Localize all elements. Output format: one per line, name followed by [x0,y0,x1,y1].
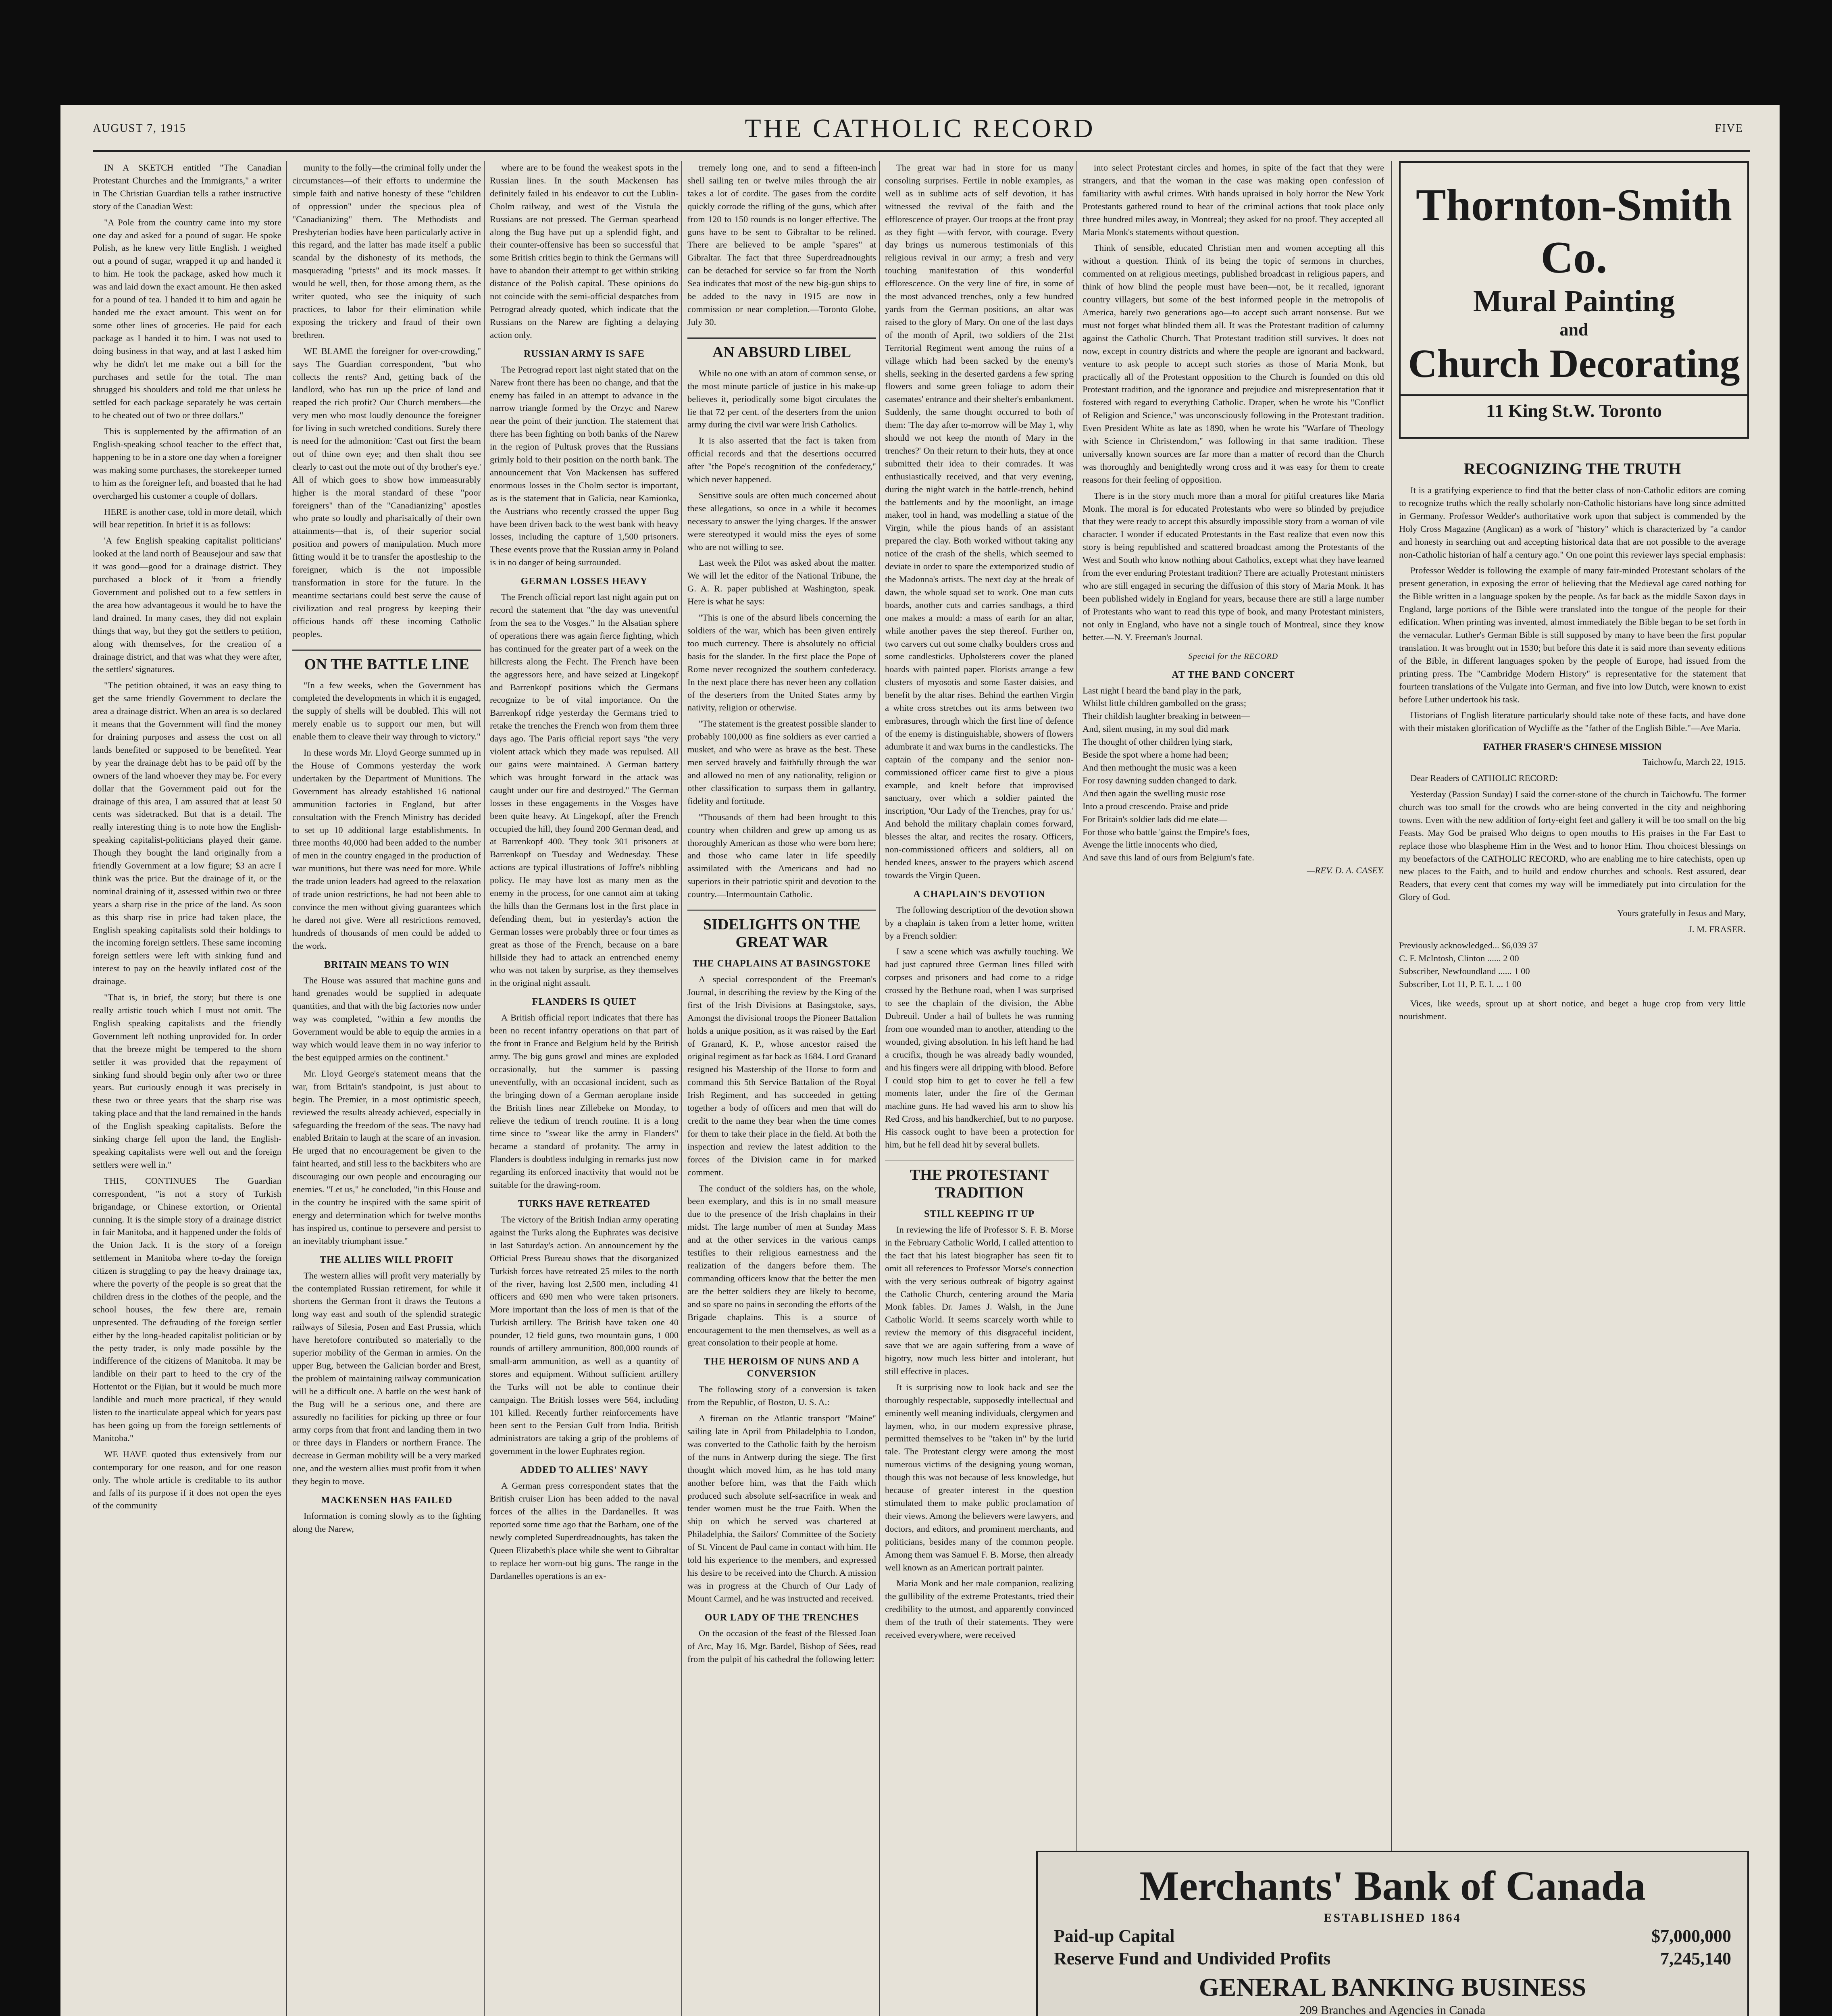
poem-line: Last night I heard the band play in the park, [1083,685,1241,696]
paragraph: "In a few weeks, when the Government has completed the developments in which it is engaged, the supply of shells will be doubled. This will not merely enable us to support our men, but will enable them to cleave their way through to victory." [292,680,481,742]
donation-list [1399,939,1746,991]
column-1 [93,161,281,2016]
ad-service-2: Church Decorating [1408,341,1740,386]
paragraph: "Thousands of them had been brought to this country when children and grew up among us as thoroughly American as those who were born here; and those who came later in life speedily assimilated with the Americans and had no superiors in their patriotic spirit and devotion to the country.—Intermountain Catholic. [687,812,876,900]
poem-line: Avenge the little innocents who died, [1083,839,1218,850]
paragraph: The victory of the British Indian army operating against the Turks along the Euphrates was decisive in last Saturday's action. An announcement by the Official Press Bureau shows that the disorganized Turkish forces have retreated 25 miles to the north of the river, having lost 2,500 men, including 41 officers and 690 men who were taken prisoners. More important than the loss of men is that of the Turkish artillery. The British have taken one 40 pounder, 12 field guns, two mountain guns, 1 000 rounds of artillery ammunition, 800,000 rounds of small-arm ammunition, as well as a quantity of stores and equipment. Without sufficient artillery the Turks will not be able to continue their campaign. The British losses were 564, including 101 killed. Recently further reinforcements have been sent to the Persian Gulf from India. British administrators are taking a grip of the problems of government in the lower Euphrates region. [490,1214,679,1456]
subhead-britain: BRITAIN MEANS TO WIN [324,959,449,970]
column-2 [292,161,481,2016]
paragraph: The Petrograd report last night stated that on the Narew front there has been no change, and that the enemy has failed in an attempt to advance in the narrow triangle formed by the Orzyc and Narew near the point of their junction. The statement that there has been fighting on both banks of the Narew in the region of Pultusk proves that the Russians grimly hold to their position on the north bank. The announcement that Von Mackensen has suffered enormous losses in the Cholm sector is important, as is the statement that in Galicia, near Kamionka, the Austrians who recently crossed the upper Bug have been driven back to the west bank with heavy losses, including the capture of 1,500 prisoners. These events prove that the Russian army in Poland is in no danger of being surrounded. [490,364,679,568]
subhead-german-losses: GERMAN LOSSES HEAVY [520,576,648,587]
paragraph: "That is, in brief, the story; but there is one really artistic touch which I must not omit. The English speaking capitalists and the friendly Government left nothing unprovided for. In order that the breeze might be tempered to the shorn settler it was provided that the repayment of sinking fund should begin only after two or three years. But curiously enough it was precisely in these two or three years that the sharp rise was taking place and that the land remained in the hands of the English speaking capitalists. Before the sinking charge fell upon the land, the English-speaking capitalists were well out and the foreign settlers were well in." [93,992,281,1170]
column-divider [681,161,682,2016]
paragraph: munity to the folly—the criminal folly under the circumstances—of their efforts to undermine the simple faith and native honesty of these "children of oppression" under the specious plea of "Canadianizing" them. The Methodists and Presbyterian bodies have been particularly active in this regard, and the latter has made itself a public scandal by the dishonesty of its methods, the masquerading "priests" and its mock masses. It would be well, then, for those among them, as the writer quoted, who see the iniquity of such practices, to labor for their elimination while exposing the trickery and fraud of their own brethren. [292,162,481,340]
bank-business: GENERAL BANKING BUSINESS [1199,1973,1586,2001]
headline-fraser-mission: FATHER FRASER'S CHINESE MISSION [1483,742,1662,753]
row-value: $7,000,000 [1651,1926,1731,1946]
paragraph: "This is one of the absurd libels concerning the soldiers of the war, which has been given entirely too much currency. There is absolutely no official basis for the slander. In the first place the Pope of Rome never recognized the southern confederacy. In the next place there has never been any collation of the deserters from the United States army by nativity, religion or otherwise. [687,612,876,713]
poem [1083,684,1384,864]
paragraph: HERE is another case, told in more detail, which will bear repetition. In brief it is as follows: [93,506,281,530]
headline-protestant-tradition: THE PROTESTANT TRADITION [885,1160,1074,1202]
poem-line: And then methought the music was a keen [1083,762,1237,773]
issue-date: AUGUST 7, 1915 [93,122,187,135]
subhead-allies-navy: ADDED TO ALLIES' NAVY [520,1465,648,1476]
ad-company-name: Thornton-Smith Co. [1416,180,1732,283]
paragraph: The French official report last night again put on record the statement that "the day was uneventful from the sea to the Vosges." In the Alsatian sphere of operations there was again fierce fighting, which has continued for the greater part of a week on the hillcrests along the Fecht. The French have been the aggressors here, and have seized at Lingekopf and Barrenkopf positions which the Germans recognize to be of vital importance. On the Barrenkopf ridge yesterday the Germans tried to retake the trenches the French won from them three days ago. The Paris official report says "the very violent attack which they made was repulsed. All our gains were maintained. A German battery which was brought forward in the attack was caught under our fire and destroyed." The German losses in these engagements in the Vosges have been quite heavy. At Lingekopf, after the French occupied the hill, they found 200 German dead, and at Barrenkopf 400. They took 301 prisoners at Barrenkopf on Tuesday and Wednesday. These actions are typical illustrations of Joffre's nibbling policy. He may have lost as many men as the enemy in the process, for one cannot aim at taking the hills than the Germans lost in the first place in defending them, but in yesterday's action the German losses were probably three or four times as great as those of the French, because on a bare hillside they had to attack an entrenched enemy who was not taken by surprise, as they themselves in the original night assault. [490,592,679,988]
poem-line: And save this land of ours from Belgium's fate. [1083,852,1254,863]
column-divider [1391,161,1392,2016]
paragraph: In these words Mr. Lloyd George summed up in the House of Commons yesterday the work undertaken by the Department of Munitions. The Government has already established 16 national ammunition factories in England, but after consultation with the French Ministry has decided to set up 10 additional large establishments. In three months 40,000 had been added to the number of men in the country engaged in the production of war munitions, but there was need for more. While the trade union leaders had agreed to the relaxation of trade union restrictions, he had not been able to convince the men without giving guarantees which he dared not give. Were all restrictions removed, hundreds of thousands of men could be added to the work. [292,748,481,951]
column-3 [490,161,679,2016]
dateline: Taichowfu, March 22, 1915. [1643,757,1746,767]
newspaper-page [60,105,1780,2016]
row-label: Reserve Fund and Undivided Profits [1054,1949,1331,1968]
poem-line: The thought of other children lying stark, [1083,737,1232,747]
subhead-allies: THE ALLIES WILL PROFIT [320,1254,454,1265]
paragraph: "The petition obtained, it was an easy thing to get the same friendly Government to declare the area a drainage district. When an area is so declared it means that the Government will find the money for draining purposes and assess the cost on all lands benefited or supposed to be benefited. Year by year the drainage debt has to be paid off by the owners of the land whoever they may be. For every dollar that the Government paid out for the drainage of this area, I am assured that at least 50 cents was sidetracked. But that is a detail. The really interesting thing is to note how the English-speaking capitalist-politicians played their game. Though they bought the land originally from a friendly Government at a low figure; $3 an acre I think was the price. But the drainage of it, or the nominal draining of it, assessed within two or three years a sharp rise in the price of the land. As soon as this sharp rise in price had taken place, the English speaking capitalists sold their holdings to the incoming foreign settlers. These same incoming foreign settlers were left with sinking fund and interest to pay on the heavily inflated cost of the drainage. [93,680,281,987]
bank-established: ESTABLISHED 1864 [1324,1911,1461,1924]
paragraph: A British official report indicates that there has been no recent infantry operations on that part of the front in France and Belgium held by the British army. The big guns growl and mines are exploded occasionally, but the summer is passing uneventfully, with an occasional incident, such as the bringing down of a German aeroplane inside the British lines near Zillebeke on Monday, to relieve the tedium of trench routine. It is a long time since to "swear like the army in Flanders" became a standard of profanity. The army in Flanders is doubtless indulging in remarks just now regarding its enforced inactivity that would not be suitable for the drawing-room. [490,1012,679,1190]
paragraph: The following story of a conversion is taken from the Republic, of Boston, U. S. A.: [687,1384,876,1408]
column-divider [879,161,880,2016]
headline-absurd-libel: AN ABSURD LIBEL [687,337,876,361]
column-4 [687,161,876,2016]
paragraph: It is a gratifying experience to find that the better class of non-Catholic editors are coming to recognize truths which the really scholarly non-Catholic historians have long since admitted in Germany. Professor Wedder's authoritative work upon that subject is commended by the Holy Cross Magazine (Anglican) as a work of "history" which is characterized by "a candor and honesty in searching out and accepting historical data that are not possible to the average non-Catholic historian of half a century ago." On one point this reviewer lays special emphasis: [1399,485,1746,560]
paragraph: There is in the story much more than a moral for pitiful creatures like Maria Monk. The moral is for educated Protestants who were so blinded by prejudice that they were ready to accept this absurdly impossible story from a woman of vile character. I wonder if educated Protestants in the East realize that even now this story is being republished and scattered broadcast among the Protestants of the West and South who know nothing about Catholics, except what they have learned from the ever enduring Protestant tradition? There are actually Protestant ministers who are still engaged in securing the diffusion of this story of Maria Monk. It has been published widely in England for years, because there are still a large number of Protestants who want to read this type of book, and many Protestant ministers, not only in England, who have not a single touch of Montreal, since they know better.—N. Y. Freeman's Journal. [1083,490,1384,642]
column-divider [1076,161,1077,2016]
poem-line: Into a proud crescendo. Praise and pride [1083,801,1228,811]
subhead-still-keeping: STILL KEEPING IT UP [924,1208,1035,1219]
poem-signature: —REV. D. A. CASEY. [1307,865,1384,876]
poem-line: Their childish laughter breaking in between— [1083,711,1250,721]
paragraph: Professor Wedder is following the example of many fair-minded Protestant scholars of the present generation, in exposing the error of believing that the Medieval age cared nothing for the Bible written in a language spoken by the people. As far back as the middle Saxon days in England, large portions of the Bible were translated into the tongue of the people for their edification. When printing was invented, almost immediately the Bible began to be set forth in the vernacular. Luther's German Bible is still supposed by many to have been the first popular translation. It was brought out in 1530; but before this date it is said more than seventy editions of the Bible, in different languages spoken by the people of Europe, had issued from the printing press. The "Cambridge Modern History" is representative for the statement that fourteen translations of the Vulgate into German, and five into low Dutch, were known to exist before Luther undertook his task. [1399,565,1746,704]
subhead-our-lady: OUR LADY OF THE TRENCHES [704,1612,859,1623]
page-number: FIVE [1715,122,1743,135]
paragraph: WE BLAME the foreigner for over-crowding," says The Guardian correspondent, "but who collects the rents? And, getting back of the landlord, who has run up the price of land and reaped the rich profit? Our Church members—the very men who most loudly denounce the foreigner for living in such wretched conditions. Surely there is need for the admonition: 'Cast out first the beam out of thine own eye; and then shalt thou see clearly to cast out the mote out of thy brother's eye.' All of which goes to show how immeasurably higher is the moral standard of these "poor foreigners" than of the "Canadianizing" apostles who prate so loudly and pharisaically of their own attainments—that is, of their superior social position and powers of manipulation. Much more fitting would it be to transfer the apostleship to the foreigner, which is the not impossible transformation in store for the future. In the meantime sectarians could best serve the cause of civilization and real progress by keeping their officious hands off these incoming Catholic peoples. [292,346,481,639]
column-7 [1399,452,1746,1847]
capital-row [1038,1925,1747,1947]
headline-recognizing-truth: RECOGNIZING THE TRUTH [1464,460,1681,478]
poem-line: For rosy dawning sudden changed to dark. [1083,775,1237,785]
paragraph: tremely long one, and to send a fifteen-inch shell sailing ten or twelve miles through the air takes a lot of cordite. The gases from the cordite quickly corrode the rifling of the guns, which after from 120 to 150 rounds is no longer effective. The guns have to be sent to Gibraltar to be relined. There are believed to be ample "spares" at Gibraltar. The fact that three Superdreadnoughts can be detached for service so far from the North Sea indicates that most of the new big-gun ships to be added to the navy in 1915 are now in commission or near completion.—Toronto Globe, July 30. [687,162,876,327]
poem-line: And then again the swelling music rose [1083,788,1226,798]
paragraph: into select Protestant circles and homes, in spite of the fact that they were strangers, and that the woman in the case was making open confession of familiarity with awful crimes. With hands upraised in holy horror the New York Protestants gathered round to hear of the criminal actions that took place only three hundred miles away, in Montreal; they asked for no proof. They accepted all Maria Monk's statements without question. [1083,162,1384,237]
paragraph: Yours gratefully in Jesus and Mary, [1617,908,1746,918]
paragraph: Last week the Pilot was asked about the matter. We will let the editor of the National Tribune, the G. A. R. paper published at Washington, speak. Here is what he says: [687,558,876,607]
column-divider [484,161,485,2016]
paragraph: On the occasion of the feast of the Blessed Joan of Arc, May 16, Mgr. Bardel, Bishop of Sées, read from the pulpit of his cathedral the following letter: [687,1628,876,1664]
poem-title: AT THE BAND CONCERT [1172,669,1295,680]
paragraph: "The statement is the greatest possible slander to probably 100,000 as fine soldiers as ever carried a musket, and who were as brave as the best. These men served bravely and faithfully through the war and allowed no men of any nationality, religion or other classification to surpass them in gallantry, fidelity and fortitude. [687,719,876,806]
subhead-turks: TURKS HAVE RETREATED [518,1198,651,1209]
headline-sidelights: SIDELIGHTS ON THE GREAT WAR [687,910,876,951]
list-item: C. F. McIntosh, Clinton ...... 2 00 [1399,953,1519,963]
paragraph: THIS, CONTINUES The Guardian correspondent, "is not a story of Turkish brigandage, or Chinese extortion, or Oriental cunning. It is the simple story of a drainage district in fair Manitoba, and it happened under the folds of the Union Jack. It is the story of a foreign settlement in Manitoba where to-day the foreign citizen is struggling to pay the heavy drainage tax, where the poverty of the people is so great that the children dress in the clothes of the people, and the school houses, the few there are, remain unpresented. The defrauding of the foreign settler either by the long-headed capitalist politician or by the petty trader, is only made possible by the indifference of the citizens of Manitoba. It may be landible on their part to heed to the cry of the Hottentot or the Fijian, but it would be much more landible and much more practical, if they would listen to the inarticulate appeal which for years past has been going up from the foreign settlements of Manitoba." [93,1175,281,1443]
paragraph: The western allies will profit very materially by the contemplated Russian retirement, for while it shortens the German front it draws the Teutons a long way east and south of the splendid strategic railways of Silesia, Posen and East Prussia, which have heretofore contributed so materially to the superior mobility of the German in armies. On the upper Bug, between the Galician border and Brest, the problem of maintaining railway communication will be a difficult one. A battle on the west bank of the Bug will be a serious one, and there are assuredly no facilities for picking up three or four army corps from that front and landing them in two or three days in Flanders or northern France. The decrease in German mobility will be a very marked one, and the western allies must profit from it when they begin to move. [292,1270,481,1487]
paragraph: The conduct of the soldiers has, on the whole, been exemplary, and this is in no small measure due to the presence of the Irish chaplains in their midst. The large number of men at Sunday Mass and at the other services in the various camps testifies to their religious earnestness and the realization of the dangers before them. The commanding officers know that the better the men are the better soldiers they are likely to become, and so spare no pains in seconding the efforts of the Brigade chaplains. This is a source of encouragement to the men themselves, as well as a great consolation to their people at home. [687,1183,876,1348]
poem-line: And, silent musing, in my soul did mark [1083,724,1229,734]
paragraph: The following description of the devotion shown by a chaplain is taken from a letter home, written by a French soldier: [885,904,1074,941]
row-label: Paid-up Capital [1054,1926,1175,1946]
paragraph: Sensitive souls are often much concerned about these allegations, so once in a while it becomes necessary to answer the lying charges. If the answer were stereotyped it would miss the eyes of some who are not willing to see. [687,490,876,552]
list-item: Subscriber, Lot 11, P. E. I. ... 1 00 [1399,979,1522,989]
header-rule [93,150,1750,152]
paragraph: It is surprising now to look back and see the thoroughly respectable, supposedly intellectual and eminently well meaning individuals, clergymen and laymen, who, in our modern expressive phrase, permitted themselves to be "taken in" by the lurid tale. The Protestant clergy were among the most numerous victims of the designing young woman, though this was not because of less knowledge, but because of greater interest in the question stimulated them to make public proclamation of their views. Among the believers were lawyers, and doctors, and editors, and prominent merchants, and politicians, besides many of the common people. Among them was Samuel F. B. Morse, then already well known as an American portrait painter. [885,1382,1074,1572]
paragraph: Information is coming slowly as to the fighting along the Narew, [292,1511,481,1534]
paragraph: A special correspondent of the Freeman's Journal, in describing the review by the King of the first of the Irish Divisions at Basingstoke, says, Amongst the divisional troops the Pioneer Battalion holds a unique position, as it was raised by the Earl of Granard, K. P., whose ancestor raised the original regiment as far back as 1684. Lord Granard resigned his Mastership of the Horse to form and command this 5th Service Battalion of the Royal Irish Regiment, and has succeeded in getting together a body of officers and men that will do credit to the name they bear when the time comes for them to take their place in the field. At both the inspection and review the latest addition to the forces of the Division came in for marked comment. [687,974,876,1177]
paragraph: A German press correspondent states that the British cruiser Lion has been added to the naval forces of the allies in the Dardanelles. It was reported some time ago that the Barham, one of the newly completed Superdreadnoughts, has taken the Queen Elizabeth's place while she went to Gibraltar to replace her worn-out big guns. The range in the Dardanelles operations is an ex- [490,1481,679,1581]
paragraph: IN A SKETCH entitled "The Canadian Protestant Churches and the Immigrants," a writer in The Christian Guardian tells a rather instructive story of the Canadian West: [93,162,281,211]
ad-and: and [1559,320,1588,339]
paragraph: WE HAVE quoted thus extensively from our contemporary for one reason, and for one reason only. The whole article is creditable to its author and falls of its purpose if it does not open the eyes of the community [93,1449,281,1511]
merchants-bank-advertisement [1036,1851,1749,2016]
paragraph: It is also asserted that the fact is taken from official records and that the desertions occurred after "the Pope's recognition of the confederacy," which never happened. [687,435,876,485]
list-item: Previously acknowledged... $6,039 37 [1399,940,1538,950]
paragraph: Yesterday (Passion Sunday) I said the corner-stone of the church in Taichowfu. The former church was too small for the crowds who are being converted in the city and neighboring towns. Even with the new addition of forty-eight feet and gallery it will be too small on the big Feasts. May God be praised Who deigns to open mouths to His praises in the Far East to replace those who blaspheme Him in the West and to honor Him. Thou choicest blessings on my benefactors of the CATHOLIC RECORD, who are enabling me to hire catechists, open up new places to the Faith, and to build and endow churches and schools. Rest assured, dear Readers, that every cent that comes my way will be immediately put into circulation for the Glory of God. [1399,789,1746,902]
paragraph: This is supplemented by the affirmation of an English-speaking school teacher to the effect that, happening to be in a store one day when a foreigner was making some purchases, the storekeeper turned to him as the foreigner left, and boasted that he had overcharged his customer a couple of dollars. [93,426,281,501]
column-6 [1083,161,1384,1843]
paragraph: Mr. Lloyd George's statement means that the war, from Britain's standpoint, is just about to begin. The Premier, in a most optimistic speech, reviewed the results already achieved, especially in safeguarding the freedom of the seas. The navy had enabled Britain to laugh at the scare of an invasion. He urged that no encouragement be given to the faint hearted, and still less to the backbiters who are discouraging our own people and encouraging our enemies. "Let us," he concluded, "in this House and in the country be inspired with the same spirit of energy and determination which for twelve months has inspired us, continue to persevere and persist to an inevitably triumphant issue." [292,1068,481,1246]
poem-line: For Britain's soldier lads did me elate— [1083,814,1227,824]
row-value: 7,245,140 [1660,1949,1731,1968]
bank-branches: 209 Branches and Agencies in Canada [1299,2004,1486,2016]
reserve-row [1038,1947,1747,1970]
signature: J. M. FRASER. [1688,924,1746,935]
subhead-chaplain-devotion: A CHAPLAIN'S DEVOTION [913,889,1045,900]
subhead-chaplains: THE CHAPLAINS AT BASINGSTOKE [692,958,871,969]
column-divider [286,161,287,2016]
headline-battle-line: ON THE BATTLE LINE [292,650,481,673]
paragraph: While no one with an atom of common sense, or the most minute particle of justice in his make-up believes it, periodically some bigot circulates the lie that 72 per cent. of the deserters from the union army during the civil war were Irish Catholics. [687,368,876,430]
poem-line: Beside the spot where a home had been; [1083,750,1228,760]
paragraph: The great war had in store for us many consoling surprises. Fertile in noble examples, as well as in sublime acts of self devotion, it has witnessed the revival of the faith and the efflorescence of prayer. Our troops at the front pray as they fight —with fervor, with courage. Every day brings us numerous testimonials of this religious revival in our army; a fresh and very touching manifestation of this wonderful efflorescence. On the very line of fire, in some of the most advanced trenches, only a few hundred yards from the German positions, an altar was raised to the glory of Mary. On one of the last days of the month of April, two soldiers of the 21st Territorial Regiment went among the ruins of a village which had been sacked by the enemy's shells, seeking in the deserted gardens a few spring flowers and some green foliage to adorn their casemates' entrance and their shelter's embankment. Suddenly, the same thought occurred to both of them: 'The day after to-morrow will be May 1, why should we not keep the month of Mary in the trenches?' On their return to their huts, they at once submitted their idea to their comrades. It was enthusiastically received, and that very evening, during the night watch in the battle-trench, behind the battlements and by the moonlight, an image maker, tool in hand, was modelling a statue of the Virgin, while the pious hands of an assistant prepared the clay. Both worked without taking any notice of the crash of the shells, which seemed to deviate in order to spare the extemporized studio of the Madonna's artists. The next day at the break of dawn, the whole squad set to work. One man cuts boards, another cuts and carries sandbags, a third one makes a mould: a mass of earth for an altar, while another paves the step thereof. Further on, two carvers cut out some chalky boulders cross and some candlesticks. Upholsterers cover the planed boards with painted paper. Florists arrange a few clusters of myosotis and some Easter daisies, and benefit by the altar rises. Behind the earthen Virgin a white cross stretches out its arms between two embrasures, through which the first line of defence of the enemy is distinguishable, showers of flowers adumbrate it and wax burns in the candlesticks. The captain of the company and the senior non-commissioned officer came first to give a pious example, and knelt before that improvised sanctuary, over which a soldier painted the inscription, 'Our Lady of the Trenches, pray for us.' And behold the military chaplain comes forward, blesses the altar, and recites the rosary. Officers, non-commissioned officers and soldiers, all on bended knees, answer to the prayers which ascend towards the Virgin Queen. [885,162,1074,880]
paragraph: Maria Monk and her male companion, realizing the gullibility of the extreme Protestants, tried their credibility to the utmost, and apparently convinced them of the truth of their statements. They were received everywhere, were received [885,1578,1074,1640]
subhead-heroism: THE HEROISM OF NUNS AND A CONVERSION [704,1356,860,1379]
masthead: THE CATHOLIC RECORD [745,114,1095,143]
paragraph: Dear Readers of CATHOLIC RECORD: [1410,773,1558,783]
bank-name: Merchants' Bank of Canada [1139,1863,1646,1909]
ad-service-1: Mural Painting [1473,284,1675,318]
paragraph: Vices, like weeds, sprout up at short notice, and beget a huge crop from very little nourishment. [1399,998,1746,1021]
subhead-russian-army: RUSSIAN ARMY IS SAFE [524,348,645,359]
paragraph: Think of sensible, educated Christian men and women accepting all this without a question. Think of its being the topic of sermons in churches, commented on at religious meetings, published broadcast in religious papers, and think of how blind the people must have been—not, be it recalled, ignorant country villagers, but some of the best informed people in the metropolis of America, barely two generations ago—to accept such arrant nonsense. But we must not forget what blinded them all. It was the Protestant tradition of calumny against the Catholic Church. That Protestant tradition still survives. It does not now, except in country districts and where the people are ignorant and backward, venture to ask people to accept such stories as those of Maria Monk, but practically all of the Protestant opposition to the Church is founded on this old Protestant tradition, and the ignorance and prejudice and misrepresentation that it fostered with regard to everything Catholic. Draper, when he wrote his "Conflict of Religion and Science," was unconsciously following in the Protestant tradition. Even President White as late as 1890, when he wrote his "Warfare of Theology with Science in Christendom," was following in that same tradition. These universally known sources are far more than a matter of record than the Church was thoroughly and benightedly wrong cross and it was easy for them to create reasons for their feeling of opposition. [1083,243,1384,485]
paragraph: where are to be found the weakest spots in the Russian lines. In the south Mackensen has definitely failed in his endeavor to cut the Lublin-Cholm railway, and west of the Vistula the Russians are not pressed. The German spearhead along the Bug have put up a splendid fight, and their counter-offensive has been so successful that some British critics begin to think the Germans will have to abandon their attempt to get within striking distance of the Polish capital. These opinions do not coincide with the semi-official despatches from Petrograd already quoted, which indicate that the Russians on the Narew are fighting a delaying action only. [490,162,679,340]
paragraph: I saw a scene which was awfully touching. We had just captured three German lines filled with corpses and prisoners and had come to a ridge crossed by the Bethune road, when I was surprised to see the chaplain of the division, the Abbe Dubreuil. Under a hail of bullets he was running from one wounded man to another, attending to the wounded, giving absolution. In his left hand he had a crucifix, though he was already badly wounded, and his fingers were all dripping with blood. Before I could stop him to get to cover he fell a few moments later, under the fire of the German machine guns. He had waved his arm to show his Red Cross, and his handkerchief, but to no purpose. His cassock ought to have been a protection for him, but he fell dead hit by several bullets. [885,946,1074,1150]
paragraph: "A Pole from the country came into my store one day and asked for a pound of sugar. He spoke Polish, as he knew very little English. I weighed out a pound of sugar, wrapped it up and handed it to him. He took the package, asked how much it was and laid down the exact amount. He then asked for a pound of tea. I handed it to him and again he handed me the exact amount. This went on for some other lines of groceries. He paid for each package as I handed it to him. I was not used to doing business in that way, and at last I asked him why he didn't let me make out a bill for the purchases and settle for the total. The man shrugged his shoulders and told me that unless he settled for each package separately he was certain to be cheated out of two or three dollars." [93,217,281,421]
poem-kicker: Special for the RECORD [1188,652,1278,661]
poem-line: Whilst little children gambolled on the grass; [1083,698,1247,708]
paragraph: 'A few English speaking capitalist politicians' looked at the land north of Beausejour and saw that it was good—good for a drainage district. They purchased a block of it 'from a friendly Government and polished out to a few settlers in the area how advantageous it would be to have the land drained. In many cases, they did not explain things that way, but they got the settlers to petition, along with themselves, for the creation of a drainage district, and that was what they were after, the settlers' signatures. [93,535,281,675]
ad-address: 11 King St.W. Toronto [1401,394,1747,421]
paragraph: Historians of English literature particularly should take note of these facts, and have done with their mistaken glorification of Wycliffe as the "father of the English Bible."—Ave Maria. [1399,710,1746,733]
list-item: Subscriber, Newfoundland ...... 1 00 [1399,966,1530,976]
subhead-mackensen: MACKENSEN HAS FAILED [321,1495,453,1506]
thornton-smith-advertisement [1399,161,1749,439]
paragraph: The House was assured that machine guns and hand grenades would be supplied in adequate quantities, and that with the big factories now under way was completed, "within a few months the Government would be able to equip the armies in a way which would leave them in no way inferior to the best equipped armies on the continent." [292,975,481,1062]
subhead-flanders: FLANDERS IS QUIET [532,997,637,1008]
column-5 [885,161,1074,2016]
poem-line: For those who battle 'gainst the Empire's foes, [1083,827,1250,837]
paragraph: A fireman on the Atlantic transport "Maine" sailing late in April from Philadelphia to London, was converted to the Catholic faith by the heroism of the nuns in Antwerp during the siege. The first thought which moved him, as he has told many another before him, was that the Faith which produced such absolute self-sacrifice in weak and tender women must be the true Faith. When the ship on which he served was chartered at Philadelphia, the Sailors' Committee of the Society of St. Vincent de Paul came in contact with him. He told his experience to the members, and expressed his desire to be received into the Church. A mission was in progress at the Church of Our Lady of Mount Carmel, and he was instructed and received. [687,1413,876,1604]
paragraph: In reviewing the life of Professor S. F. B. Morse in the February Catholic World, I called attention to the fact that his latest biographer has seen fit to omit all references to Professor Morse's connection with the very serious outbreak of bigotry against the Catholic Church, centering around the Maria Monk fables. Dr. James J. Walsh, in the June Catholic World. It seems scarcely worth while to review the memory of this disgraceful incident, save that we are again suffering from a wave of bigotry, now much less bitter and intolerant, but still effective in places. [885,1224,1074,1376]
